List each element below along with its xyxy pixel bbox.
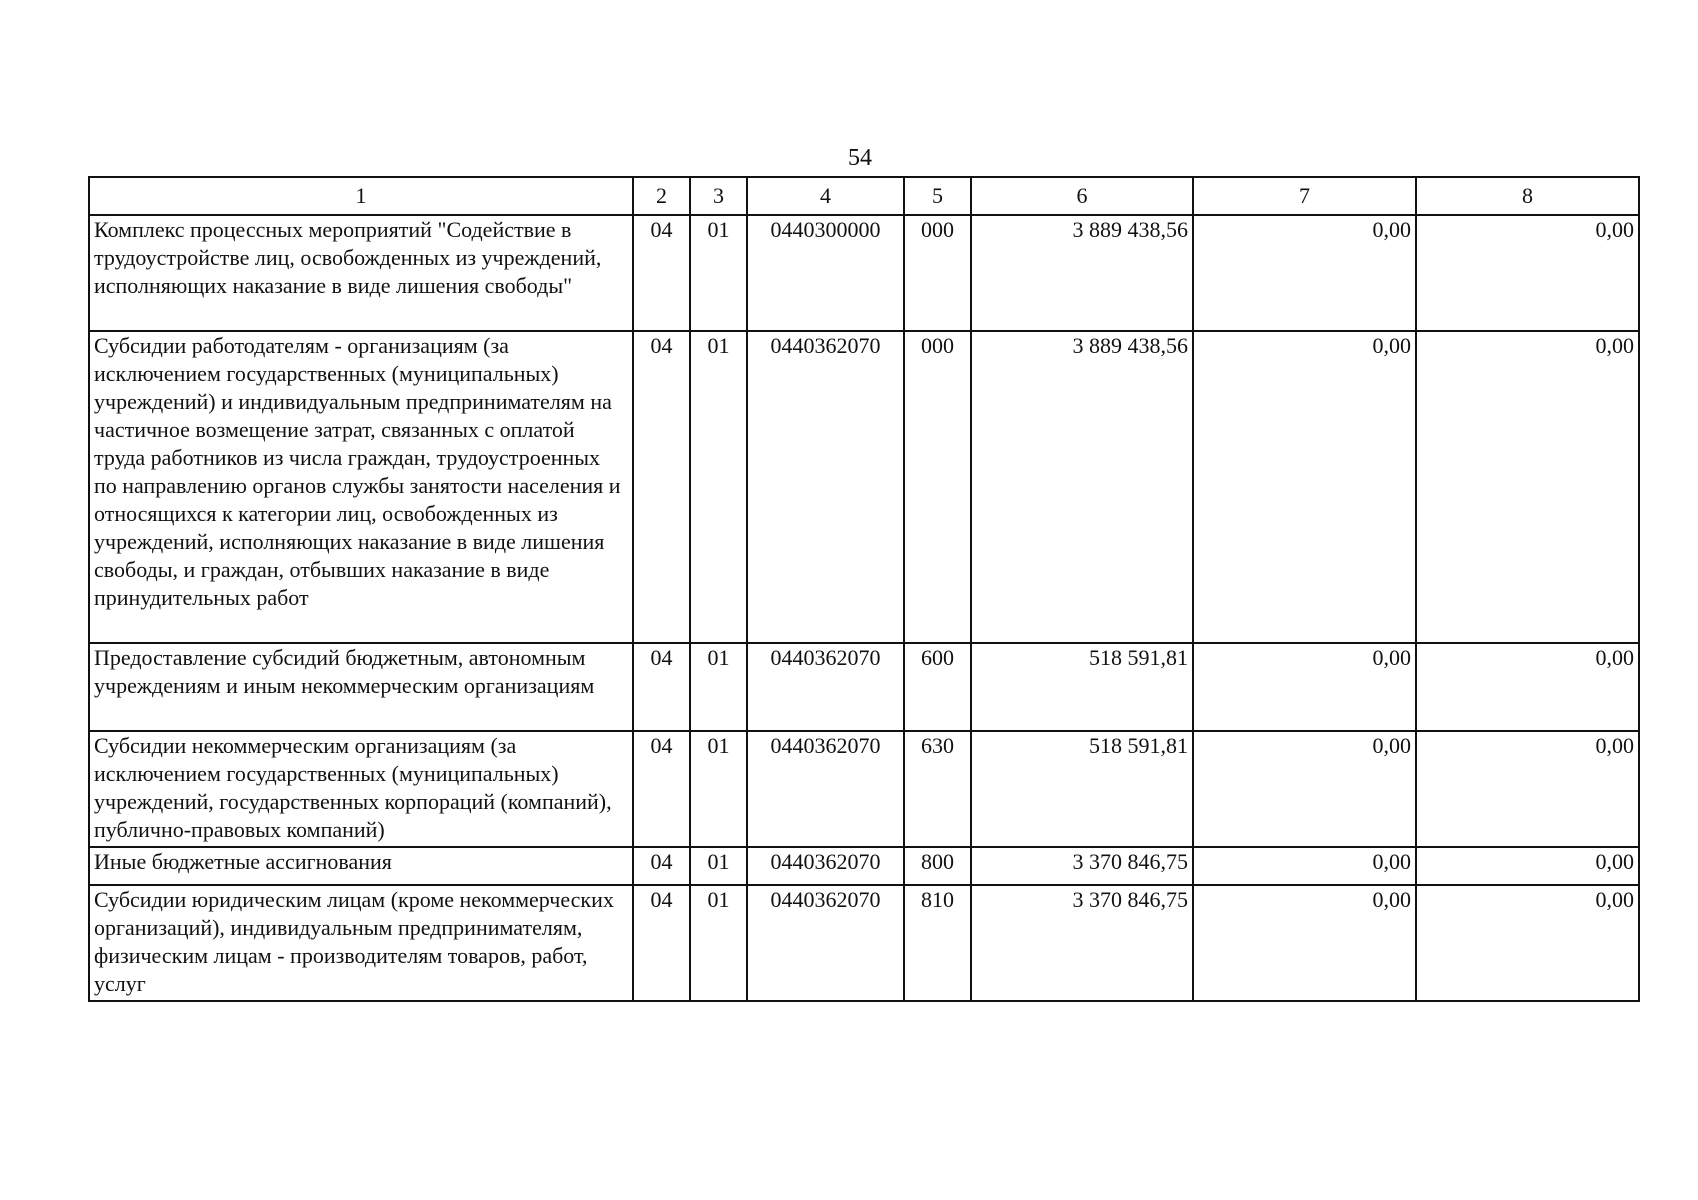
column-header: 8 bbox=[1416, 177, 1639, 215]
section-code: 04 bbox=[633, 331, 690, 643]
table-row bbox=[89, 731, 1639, 847]
row-name: Субсидии юридическим лицам (кроме некоммерческих организаций), индивидуальным предпринимателям, физическим лицам - производителям товаров, работ, услуг bbox=[89, 885, 633, 1001]
amount-col6: 518 591,81 bbox=[971, 643, 1193, 731]
subsection-code: 01 bbox=[690, 731, 747, 847]
amount-col8: 0,00 bbox=[1416, 885, 1639, 1001]
expense-type-code: 810 bbox=[904, 885, 971, 1001]
row-name: Субсидии некоммерческим организациям (за исключением государственных (муниципальных) учреждений, государственных корпораций (компаний), публично-правовых компаний) bbox=[89, 731, 633, 847]
expense-type-code: 800 bbox=[904, 847, 971, 885]
table-row bbox=[89, 885, 1639, 1001]
column-header: 1 bbox=[89, 177, 633, 215]
amount-col8: 0,00 bbox=[1416, 731, 1639, 847]
subsection-code: 01 bbox=[690, 847, 747, 885]
amount-col7: 0,00 bbox=[1193, 215, 1416, 331]
column-header: 5 bbox=[904, 177, 971, 215]
amount-col8: 0,00 bbox=[1416, 215, 1639, 331]
amount-col6: 3 370 846,75 bbox=[971, 847, 1193, 885]
expense-type-code: 600 bbox=[904, 643, 971, 731]
row-name: Субсидии работодателям - организациям (за исключением государственных (муниципальных) учреждений) и индивидуальным предпринимателям на частичное возмещение затрат, связанных с оплатой труда работников из числа граждан, трудоустроенных по направлению органов службы занятости населения и относящихся к категории лиц, освобожденных из учреждений, исполняющих наказание в виде лишения свободы, и граждан, отбывших наказание в виде принудительных работ bbox=[89, 331, 633, 643]
subsection-code: 01 bbox=[690, 331, 747, 643]
target-article-code: 0440300000 bbox=[747, 215, 904, 331]
amount-col7: 0,00 bbox=[1193, 885, 1416, 1001]
table-row bbox=[89, 847, 1639, 885]
page-number: 54 bbox=[848, 145, 872, 171]
amount-col6: 3 889 438,56 bbox=[971, 215, 1193, 331]
target-article-code: 0440362070 bbox=[747, 731, 904, 847]
amount-col7: 0,00 bbox=[1193, 847, 1416, 885]
amount-col8: 0,00 bbox=[1416, 331, 1639, 643]
column-header: 2 bbox=[633, 177, 690, 215]
row-name: Предоставление субсидий бюджетным, автономным учреждениям и иным некоммерческим организациям bbox=[89, 643, 633, 731]
expense-type-code: 000 bbox=[904, 215, 971, 331]
subsection-code: 01 bbox=[690, 885, 747, 1001]
row-name: Комплекс процессных мероприятий "Содействие в трудоустройстве лиц, освобожденных из учреждений, исполняющих наказание в виде лишения свободы" bbox=[89, 215, 633, 331]
amount-col8: 0,00 bbox=[1416, 847, 1639, 885]
section-code: 04 bbox=[633, 643, 690, 731]
subsection-code: 01 bbox=[690, 643, 747, 731]
column-header: 4 bbox=[747, 177, 904, 215]
column-header: 6 bbox=[971, 177, 1193, 215]
target-article-code: 0440362070 bbox=[747, 643, 904, 731]
header-row bbox=[89, 177, 1639, 215]
column-header: 3 bbox=[690, 177, 747, 215]
section-code: 04 bbox=[633, 847, 690, 885]
target-article-code: 0440362070 bbox=[747, 331, 904, 643]
amount-col7: 0,00 bbox=[1193, 331, 1416, 643]
table-row bbox=[89, 331, 1639, 643]
amount-col6: 3 889 438,56 bbox=[971, 331, 1193, 643]
section-code: 04 bbox=[633, 731, 690, 847]
amount-col6: 3 370 846,75 bbox=[971, 885, 1193, 1001]
section-code: 04 bbox=[633, 885, 690, 1001]
target-article-code: 0440362070 bbox=[747, 885, 904, 1001]
budget-table bbox=[88, 176, 1640, 1002]
expense-type-code: 630 bbox=[904, 731, 971, 847]
column-header: 7 bbox=[1193, 177, 1416, 215]
amount-col6: 518 591,81 bbox=[971, 731, 1193, 847]
amount-col7: 0,00 bbox=[1193, 643, 1416, 731]
expense-type-code: 000 bbox=[904, 331, 971, 643]
table-row bbox=[89, 215, 1639, 331]
section-code: 04 bbox=[633, 215, 690, 331]
amount-col8: 0,00 bbox=[1416, 643, 1639, 731]
table-row bbox=[89, 643, 1639, 731]
target-article-code: 0440362070 bbox=[747, 847, 904, 885]
amount-col7: 0,00 bbox=[1193, 731, 1416, 847]
subsection-code: 01 bbox=[690, 215, 747, 331]
row-name: Иные бюджетные ассигнования bbox=[89, 847, 633, 885]
